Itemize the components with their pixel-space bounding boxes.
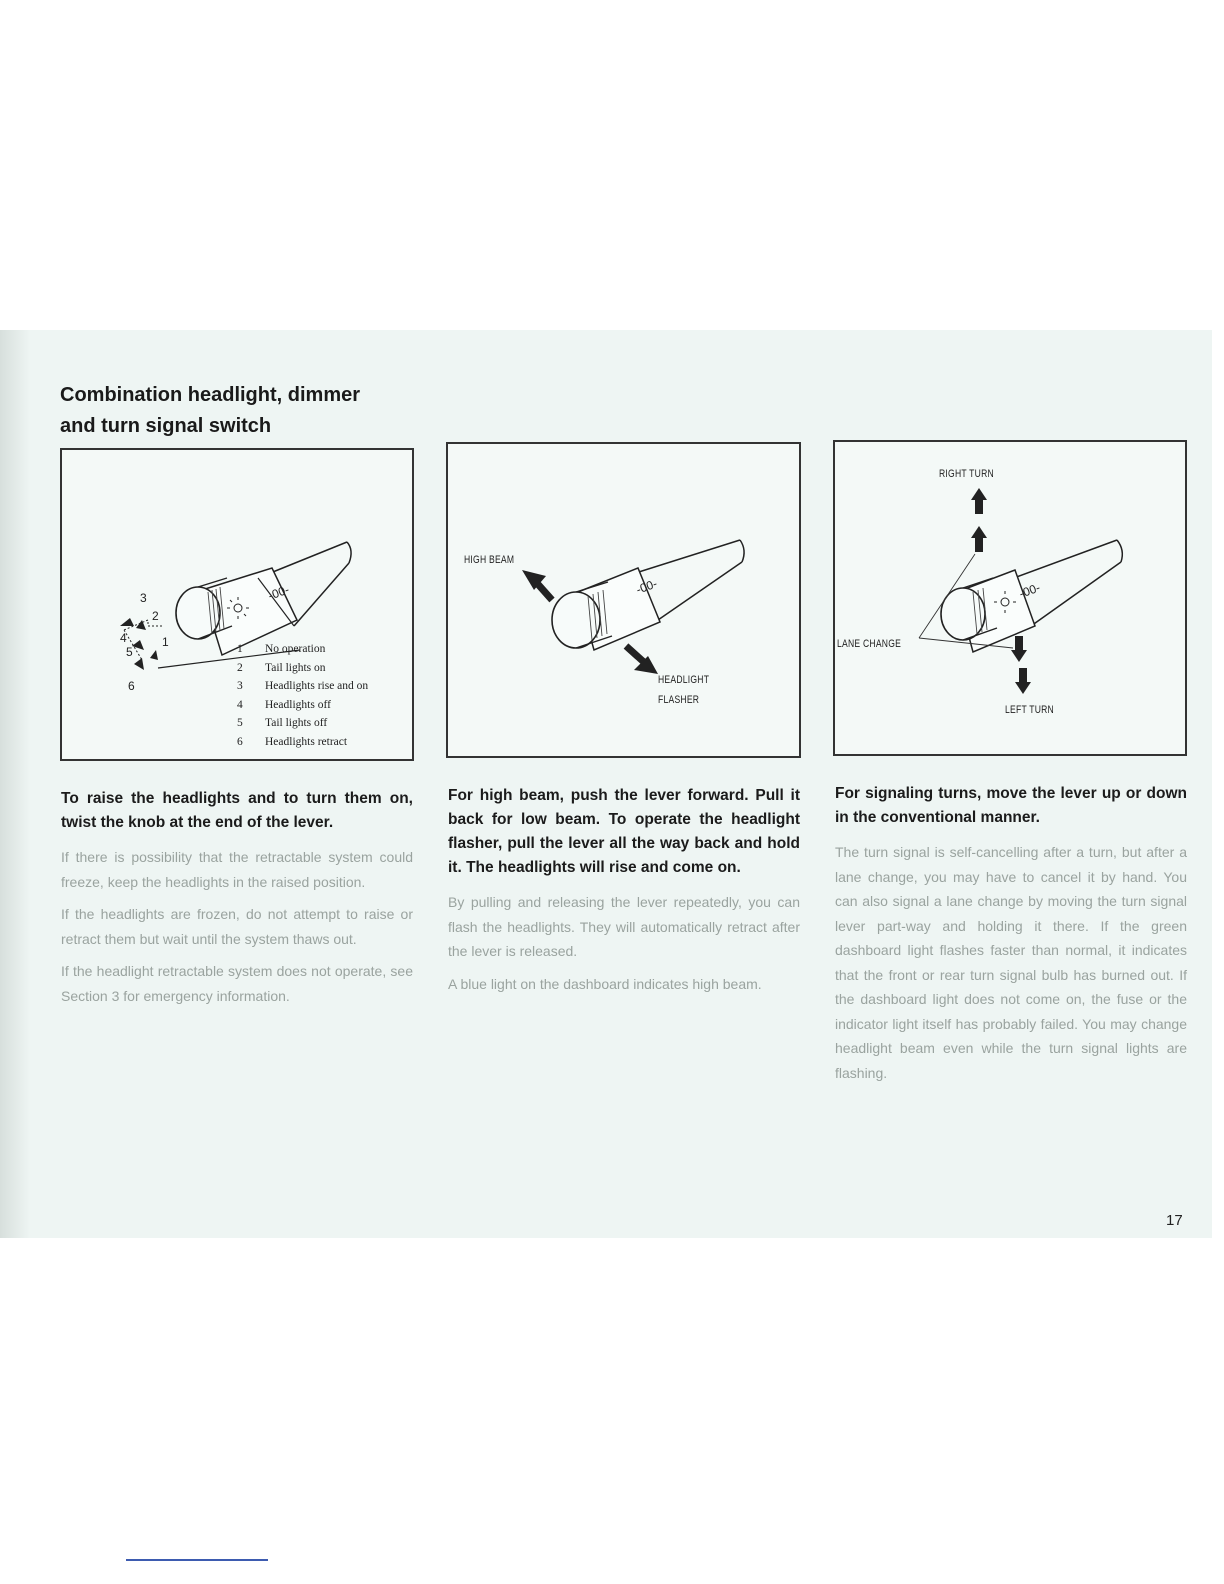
lead-paragraph: For high beam, push the lever forward. Pull it back for low beam. To operate the headlight flasher, pull the lever all the way back and hold it. The headlights will rise and come on. xyxy=(448,787,800,876)
legend-row: 6 Headlights retract xyxy=(237,735,348,748)
body-paragraph: If there is possibility that the retractable system could freeze, keep the headlights in the raised position. xyxy=(61,849,413,890)
position-legend xyxy=(237,640,368,751)
position-number: 3 xyxy=(140,591,147,605)
position-number: 6 xyxy=(128,679,135,693)
page-number: 17 xyxy=(1166,1212,1183,1229)
right-turn-arrow-icon xyxy=(971,488,987,552)
position-number: 4 xyxy=(120,631,127,645)
left-turn-arrow-icon xyxy=(1011,636,1031,694)
lead-paragraph: To raise the headlights and to turn them on, twist the knob at the end of the lever. xyxy=(61,790,413,831)
svg-text:-00-: -00- xyxy=(634,576,660,597)
text-column-2 xyxy=(448,784,800,1004)
page-binding-shadow xyxy=(0,330,30,1238)
position-number: 5 xyxy=(126,645,133,659)
headlight-flasher-label: HEADLIGHT xyxy=(658,674,710,686)
text-column-3 xyxy=(835,782,1187,1093)
right-turn-label: RIGHT TURN xyxy=(939,468,994,480)
figure-high-beam xyxy=(446,442,801,758)
legend-row: 5 Tail lights off xyxy=(237,717,328,729)
high-beam-label: HIGH BEAM xyxy=(464,554,515,566)
svg-text:-00-: -00- xyxy=(266,582,292,603)
lever-push-pull-illustration xyxy=(448,444,799,756)
lead-paragraph: For signaling turns, move the lever up or down in the conventional manner. xyxy=(835,785,1187,826)
section-title: Combination headlight, dimmer and turn signal switch xyxy=(60,384,361,437)
body-paragraph: The turn signal is self-cancelling after a turn, but after a lane change, you may have to cancel it by hand. You can also signal a lane change by moving the turn signal lever part-way and holding it there. If the green dashboard light flashes faster than normal, it indicates that the front or rear turn signal bulb has burned out. If the dashboard light does not come on, the fuse or the indicator light itself has probably failed. You may change headlight beam even while the turn signal lights are flashing. xyxy=(835,844,1187,1081)
legend-row: 3 Headlights rise and on xyxy=(237,680,369,692)
divider-line xyxy=(126,1559,268,1561)
body-paragraph: By pulling and releasing the lever repeatedly, you can flash the headlights. They will automatically retract after the lever is released. xyxy=(448,894,800,959)
position-number: 1 xyxy=(162,635,169,649)
figure-turn-signals xyxy=(833,440,1187,756)
body-paragraph: If the headlight retractable system does not operate, see Section 3 for emergency information. xyxy=(61,963,413,1004)
svg-text:-00-: -00- xyxy=(1017,580,1043,601)
pull-back-arrow-icon xyxy=(626,646,658,674)
headlight-flasher-label-line2: FLASHER xyxy=(658,694,700,706)
position-number: 2 xyxy=(152,609,159,623)
legend-row: 2 Tail lights on xyxy=(237,661,326,674)
text-column-1 xyxy=(61,787,413,1016)
body-paragraph: If the headlights are frozen, do not attempt to raise or retract them but wait until the system thaws out. xyxy=(61,906,413,947)
left-turn-label: LEFT TURN xyxy=(1005,704,1054,716)
push-forward-arrow-icon xyxy=(522,570,552,600)
body-paragraph: A blue light on the dashboard indicates high beam. xyxy=(448,975,762,992)
figure-knob-positions xyxy=(60,448,414,761)
legend-row: 1 No operation xyxy=(237,643,326,655)
lane-change-label: LANE CHANGE xyxy=(837,638,902,650)
legend-row: 4 Headlights off xyxy=(237,698,331,711)
